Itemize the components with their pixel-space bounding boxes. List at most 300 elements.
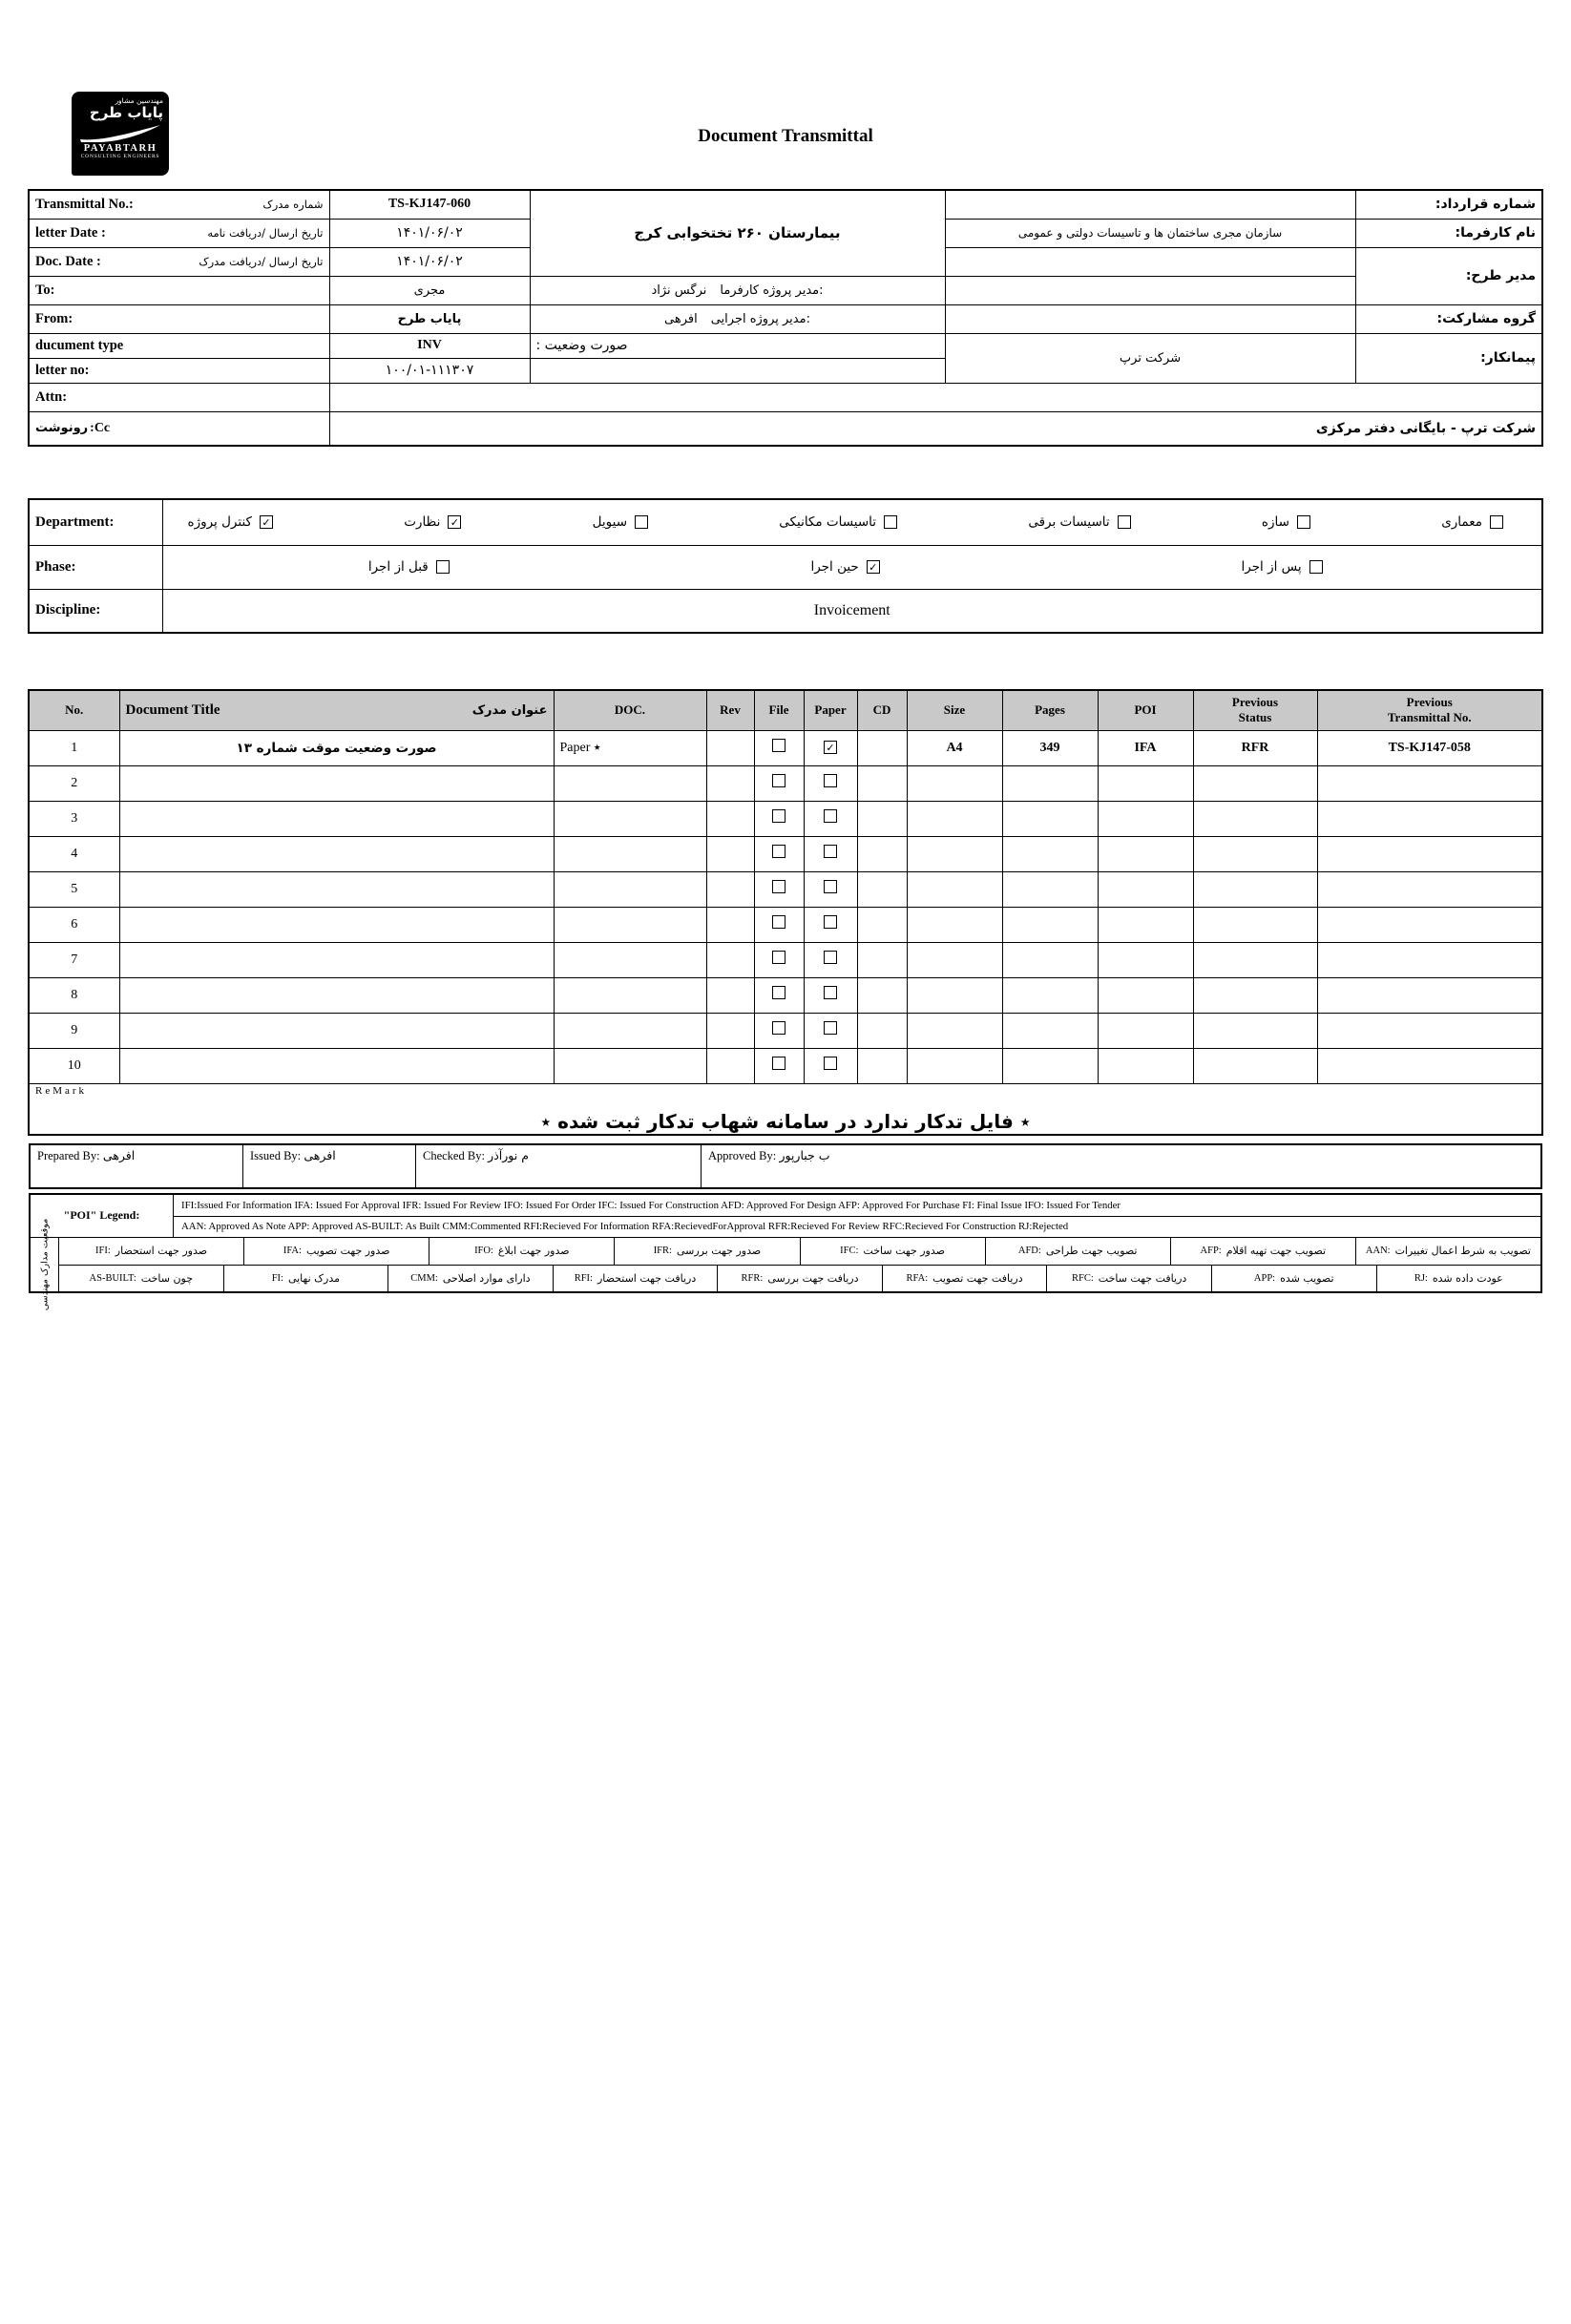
doc-type-label: ducument type <box>35 337 124 353</box>
department-option <box>779 514 897 530</box>
fa-legend-row-2 <box>59 1265 1540 1291</box>
table-row <box>29 499 1542 545</box>
rev-cell <box>706 765 754 801</box>
poi-cell: IFA <box>1098 730 1193 765</box>
row-no: 5 <box>29 871 119 907</box>
row-no: 8 <box>29 977 119 1013</box>
department-option-label: سیویل <box>592 514 628 531</box>
phase-checkbox[interactable]: ✓ <box>867 560 880 574</box>
col-header-poi: POI <box>1098 690 1193 730</box>
table-row <box>29 942 1542 977</box>
phase-label: Phase: <box>29 545 162 589</box>
size-cell <box>907 907 1002 942</box>
paper-cell <box>804 977 857 1013</box>
table-row <box>29 977 1542 1013</box>
doc-kind <box>554 907 706 942</box>
col-header-prev-status: Previous Status <box>1193 690 1317 730</box>
col-header-title-fa: عنوان مدرک <box>471 702 548 718</box>
client-name-value: سازمان مجری ساختمان ها و تاسیسات دولتی و عمومی <box>945 219 1355 247</box>
paper-cell <box>804 801 857 836</box>
letter-date-label-cell <box>29 219 329 247</box>
page-header <box>29 92 1542 179</box>
table-row <box>29 190 1542 219</box>
file-checkbox[interactable] <box>772 915 786 929</box>
prev-transmittal-cell <box>1317 871 1542 907</box>
poi-cell <box>1098 907 1193 942</box>
phase-checkbox[interactable] <box>436 560 450 574</box>
doc-type-label-cell <box>29 333 329 358</box>
doc-type-value: INV <box>329 333 530 358</box>
file-cell <box>754 977 804 1013</box>
phase-options <box>162 545 1542 589</box>
prepared-by-value: افرهی <box>102 1147 136 1162</box>
poi-legend-line-2: AAN: Approved As Note APP: Approved AS-BUILT: As Built CMM:Commented RFI:Recieved For Information RFA:RecievedForApproval RFR:Recieved For Review RFC:Recieved For Construction RJ:Rejected <box>174 1216 1540 1237</box>
paper-checkbox[interactable] <box>824 1021 837 1035</box>
exec-pm-cell <box>530 304 945 333</box>
signature-row <box>29 1143 1542 1189</box>
paper-cell <box>804 1048 857 1083</box>
prev-status-cell <box>1193 1048 1317 1083</box>
department-checkbox[interactable] <box>884 515 897 529</box>
legend-item: RFC: دریافت جهت ساخت <box>1046 1266 1211 1291</box>
issued-by-cell <box>243 1145 416 1187</box>
poi-legend <box>31 1195 1540 1237</box>
department-option-label: تاسیسات مکانیکی <box>779 514 877 531</box>
to-label-cell <box>29 276 329 304</box>
size-cell <box>907 801 1002 836</box>
file-cell <box>754 1048 804 1083</box>
row-no: 1 <box>29 730 119 765</box>
document-title <box>119 871 554 907</box>
rev-cell <box>706 942 754 977</box>
prepared-by-label: Prepared By: <box>37 1148 100 1162</box>
phase-option-label: حین اجرا <box>810 559 859 575</box>
file-checkbox[interactable] <box>772 845 786 858</box>
rev-cell <box>706 1048 754 1083</box>
paper-cell <box>804 942 857 977</box>
doc-kind <box>554 871 706 907</box>
table-row <box>29 1048 1542 1083</box>
col-header-file: File <box>754 690 804 730</box>
department-option <box>593 514 648 530</box>
row-no: 2 <box>29 765 119 801</box>
doc-kind <box>554 1013 706 1048</box>
cd-cell <box>857 907 907 942</box>
paper-checkbox[interactable] <box>824 774 837 787</box>
attn-label: Attn: <box>35 388 68 405</box>
doc-kind <box>554 977 706 1013</box>
prev-transmittal-cell <box>1317 907 1542 942</box>
poi-legend-label: "POI" Legend: <box>31 1195 174 1237</box>
letter-date-value: ۱۴۰۱/۰۶/۰۲ <box>329 219 530 247</box>
rev-cell <box>706 801 754 836</box>
doc-kind <box>554 801 706 836</box>
department-label: Department: <box>29 499 162 545</box>
size-cell <box>907 765 1002 801</box>
letter-no-label: letter no: <box>35 362 90 378</box>
department-checkbox[interactable]: ✓ <box>260 515 273 529</box>
cc-label-cell <box>29 411 329 446</box>
document-title <box>119 907 554 942</box>
phase-option-label: قبل از اجرا <box>367 559 429 575</box>
legend-item: AFD: تصویب جهت طراحی <box>985 1238 1170 1265</box>
attn-label-cell <box>29 383 329 411</box>
legend-item: AAN: تصویب به شرط اعمال تغییرات <box>1355 1238 1540 1265</box>
approved-by-label: Approved By: <box>708 1148 777 1162</box>
partnership-label: گروه مشارکت: <box>1355 304 1542 333</box>
table-row <box>29 304 1542 333</box>
row-no: 3 <box>29 801 119 836</box>
prev-status-cell <box>1193 765 1317 801</box>
table-header-row <box>29 690 1542 730</box>
row-no: 10 <box>29 1048 119 1083</box>
document-transmittal-page <box>0 92 1571 2324</box>
legend-item: RFR: دریافت جهت بررسی <box>717 1266 882 1291</box>
department-option-label: نظارت <box>404 514 441 531</box>
prev-status-cell <box>1193 836 1317 871</box>
paper-checkbox[interactable] <box>824 809 837 823</box>
department-option-label: کنترل پروژه <box>187 514 252 531</box>
pages-cell <box>1002 1048 1098 1083</box>
file-cell <box>754 730 804 765</box>
document-title <box>119 1013 554 1048</box>
cc-label-fa: رونوشت <box>35 421 89 436</box>
prev-transmittal-cell <box>1317 942 1542 977</box>
cd-cell <box>857 836 907 871</box>
row-no: 4 <box>29 836 119 871</box>
file-cell <box>754 836 804 871</box>
doc-date-label: Doc. Date : <box>35 253 101 269</box>
from-value: پایاب طرح <box>329 304 530 333</box>
letter-date-label-fa: تاریخ ارسال /دریافت نامه <box>207 226 324 240</box>
paper-cell <box>804 871 857 907</box>
prev-transmittal-cell <box>1317 801 1542 836</box>
col-header-title-en: Document Title <box>125 701 220 718</box>
remark-section <box>29 1083 1542 1135</box>
pages-cell <box>1002 977 1098 1013</box>
client-name-label: نام کارفرما: <box>1355 219 1542 247</box>
fa-legend-label-cell <box>31 1218 59 1310</box>
document-title <box>119 977 554 1013</box>
paper-cell <box>804 730 857 765</box>
doc-kind <box>554 1048 706 1083</box>
file-cell <box>754 907 804 942</box>
size-cell <box>907 1013 1002 1048</box>
legend-item: AFP: تصویب جهت تهیه اقلام <box>1170 1238 1355 1265</box>
poi-cell <box>1098 942 1193 977</box>
col-header-paper: Paper <box>804 690 857 730</box>
legend-section <box>29 1193 1542 1310</box>
document-title: صورت وضعیت موقت شماره ۱۳ <box>119 730 554 765</box>
phase-option <box>1242 559 1323 575</box>
legend-item: RJ: عودت داده شده <box>1376 1266 1541 1291</box>
document-title <box>119 836 554 871</box>
client-pm-cell <box>530 276 945 304</box>
legend-item: IFI: صدور جهت استحضار <box>95 1245 208 1257</box>
prepared-by-cell <box>31 1145 243 1187</box>
pages-cell <box>1002 907 1098 942</box>
attn-value <box>329 383 1542 411</box>
poi-cell <box>1098 765 1193 801</box>
logo-subtitle: CONSULTING ENGINEERS <box>80 154 160 160</box>
department-option <box>1441 514 1503 530</box>
legend-item: RFA: دریافت جهت تصویب <box>882 1266 1047 1291</box>
poi-cell <box>1098 836 1193 871</box>
paper-cell <box>804 907 857 942</box>
file-checkbox[interactable] <box>772 809 786 823</box>
document-list-table <box>28 689 1543 1136</box>
letter-no-label-cell <box>29 358 329 383</box>
file-checkbox[interactable] <box>772 1057 786 1070</box>
from-label-cell <box>29 304 329 333</box>
document-title <box>119 942 554 977</box>
department-checkbox[interactable] <box>1297 515 1310 529</box>
file-checkbox[interactable] <box>772 986 786 999</box>
poi-cell <box>1098 801 1193 836</box>
row-no: 6 <box>29 907 119 942</box>
cd-cell <box>857 765 907 801</box>
exec-pm-label: مدیر پروژه اجرایی: <box>710 311 810 326</box>
department-option <box>404 514 461 530</box>
department-checkbox[interactable]: ✓ <box>448 515 461 529</box>
table-row <box>29 730 1542 765</box>
doc-kind: Paper ٭ <box>554 730 706 765</box>
letter-no-value: ۱۰۰/۰۱-۱۱۱۳۰۷ <box>329 358 530 383</box>
col-header-cd: CD <box>857 690 907 730</box>
doc-kind <box>554 765 706 801</box>
prev-transmittal-cell <box>1317 1013 1542 1048</box>
contract-no-value <box>945 190 1355 219</box>
legend-item: CMM: دارای موارد اصلاحی <box>388 1266 553 1291</box>
cd-cell <box>857 1013 907 1048</box>
letter-date-label: letter Date : <box>35 224 106 241</box>
cd-cell <box>857 801 907 836</box>
poi-cell <box>1098 1048 1193 1083</box>
prev-transmittal-cell: TS-KJ147-058 <box>1317 730 1542 765</box>
checked-by-cell <box>416 1145 702 1187</box>
prev-transmittal-cell <box>1317 765 1542 801</box>
size-cell <box>907 836 1002 871</box>
empty-cell <box>945 276 1355 304</box>
file-cell <box>754 765 804 801</box>
file-checkbox[interactable] <box>772 951 786 964</box>
paper-checkbox[interactable] <box>824 1057 837 1070</box>
table-row <box>29 871 1542 907</box>
doc-date-label-cell <box>29 247 329 276</box>
paper-checkbox[interactable] <box>824 951 837 964</box>
doc-type-label-fa: صورت وضعیت : <box>530 333 945 358</box>
discipline-value: Invoicement <box>162 589 1542 633</box>
size-cell: A4 <box>907 730 1002 765</box>
discipline-label: Discipline: <box>29 589 162 633</box>
table-row <box>29 411 1542 446</box>
cd-cell <box>857 1048 907 1083</box>
cc-value: شرکت ترپ - بایگانی دفتر مرکزی <box>329 411 1542 446</box>
table-row <box>29 545 1542 589</box>
design-manager-value <box>945 247 1355 276</box>
department-option-label: تاسیسات برقی <box>1028 514 1110 531</box>
prev-status-cell <box>1193 801 1317 836</box>
transmittal-info-table <box>28 189 1543 447</box>
file-checkbox[interactable] <box>772 774 786 787</box>
pages-cell <box>1002 801 1098 836</box>
col-header-size: Size <box>907 690 1002 730</box>
department-checkbox[interactable] <box>1118 515 1131 529</box>
prev-status-cell <box>1193 942 1317 977</box>
paper-cell <box>804 765 857 801</box>
pages-cell <box>1002 1013 1098 1048</box>
phase-option-label: پس از اجرا <box>1241 559 1302 575</box>
transmittal-no-label: Transmittal No.: <box>35 196 134 212</box>
cc-label: :Cc <box>90 420 111 435</box>
contractor-label: پیمانکار: <box>1355 333 1542 383</box>
legend-item: IFA: صدور جهت تصویب <box>243 1238 429 1265</box>
page-title: Document Transmittal <box>698 126 873 146</box>
client-pm-value: نرگس نژاد <box>651 283 707 298</box>
file-cell <box>754 871 804 907</box>
file-checkbox[interactable] <box>772 1021 786 1035</box>
partnership-value <box>945 304 1355 333</box>
rev-cell <box>706 977 754 1013</box>
rev-cell <box>706 907 754 942</box>
table-row <box>29 1013 1542 1048</box>
table-row <box>29 907 1542 942</box>
poi-cell <box>1098 977 1193 1013</box>
size-cell <box>907 871 1002 907</box>
issued-by-value: افرهی <box>304 1147 336 1162</box>
department-checkbox[interactable] <box>635 515 648 529</box>
poi-legend-line-1: IFI:Issued For Information IFA: Issued For Approval IFR: Issued For Review IFO: Issued For Order IFC: Issued For Construction AFD: Approved For Design AFP: Approved For Purchase FI: Final Issue IFO: Issued For Tender <box>181 1199 1121 1211</box>
cd-cell <box>857 730 907 765</box>
doc-kind <box>554 942 706 977</box>
paper-checkbox[interactable] <box>824 915 837 929</box>
paper-cell <box>804 1013 857 1048</box>
file-cell <box>754 801 804 836</box>
legend-item: RFI: دریافت جهت استحضار <box>553 1266 718 1291</box>
approved-by-cell <box>702 1145 1540 1187</box>
fa-legend-label: موقعیت مدارک مهندسی <box>39 1218 50 1310</box>
doc-date-label-fa: تاریخ ارسال /دریافت مدرک <box>199 255 324 268</box>
rev-cell <box>706 836 754 871</box>
issued-by-label: Issued By: <box>250 1148 302 1162</box>
table-row <box>29 383 1542 411</box>
table-row <box>29 836 1542 871</box>
transmittal-no-label-fa: شماره مدرک <box>262 198 324 212</box>
rev-cell <box>706 730 754 765</box>
to-label: To: <box>35 282 55 298</box>
remark-row <box>29 1083 1542 1135</box>
department-option <box>1028 514 1130 530</box>
size-cell <box>907 942 1002 977</box>
from-label: From: <box>35 310 73 326</box>
department-option <box>1262 514 1310 530</box>
to-value: مجری <box>329 276 530 304</box>
contract-no-label: شماره قرارداد: <box>1355 190 1542 219</box>
logo-brand-fa: پایاب طرح <box>89 104 163 121</box>
legend-item: IFR: صدور جهت بررسی <box>614 1238 799 1265</box>
col-header-doc: DOC. <box>554 690 706 730</box>
row-no: 9 <box>29 1013 119 1048</box>
department-options <box>162 499 1542 545</box>
table-row <box>29 765 1542 801</box>
department-option <box>188 514 273 530</box>
contractor-value: شرکت ترپ <box>945 333 1355 383</box>
approved-by-value: ب جبارپور <box>779 1147 830 1162</box>
pages-cell <box>1002 836 1098 871</box>
empty-cell <box>530 358 945 383</box>
phase-option <box>368 559 450 575</box>
project-name: بیمارستان ۲۶۰ تختخوابی کرج <box>530 190 945 276</box>
file-cell <box>754 1013 804 1048</box>
col-header-pages: Pages <box>1002 690 1098 730</box>
logo-consultants-label: مهندسین مشاور <box>115 96 163 105</box>
paper-checkbox[interactable] <box>824 880 837 893</box>
rev-cell <box>706 1013 754 1048</box>
prev-status-cell <box>1193 871 1317 907</box>
size-cell <box>907 1048 1002 1083</box>
prev-status-cell <box>1193 977 1317 1013</box>
doc-date-value: ۱۴۰۱/۰۶/۰۲ <box>329 247 530 276</box>
rev-cell <box>706 871 754 907</box>
prev-status-cell <box>1193 1013 1317 1048</box>
fa-legend-row-1 <box>59 1238 1540 1265</box>
paper-cell <box>804 836 857 871</box>
phase-option <box>810 559 879 575</box>
pages-cell: 349 <box>1002 730 1098 765</box>
file-checkbox[interactable] <box>772 739 786 752</box>
prev-transmittal-cell <box>1317 977 1542 1013</box>
table-row <box>29 333 1542 358</box>
size-cell <box>907 977 1002 1013</box>
pages-cell <box>1002 942 1098 977</box>
classification-table <box>28 498 1543 634</box>
cd-cell <box>857 942 907 977</box>
transmittal-no-value: TS-KJ147-060 <box>329 190 530 219</box>
row-no: 7 <box>29 942 119 977</box>
checked-by-label: Checked By: <box>423 1148 485 1162</box>
prev-transmittal-cell <box>1317 1048 1542 1083</box>
paper-checkbox[interactable]: ✓ <box>824 741 837 754</box>
paper-checkbox[interactable] <box>824 845 837 858</box>
design-manager-label: مدیر طرح: <box>1355 247 1542 304</box>
logo-brand-en: PAYABTARH <box>83 143 157 155</box>
prev-status-cell: RFR <box>1193 730 1317 765</box>
col-header-rev: Rev <box>706 690 754 730</box>
table-row <box>29 276 1542 304</box>
file-cell <box>754 942 804 977</box>
legend-item: FI: مدرک نهایی <box>223 1266 388 1291</box>
exec-pm-value: افرهی <box>664 311 698 326</box>
paper-checkbox[interactable] <box>824 986 837 999</box>
document-title <box>119 1048 554 1083</box>
transmittal-no-label-cell <box>29 190 329 219</box>
remark-text: ٭ فایل تدکار ندارد در سامانه شهاب تدکار ثبت شده ٭ <box>540 1109 1031 1133</box>
poi-cell <box>1098 871 1193 907</box>
file-checkbox[interactable] <box>772 880 786 893</box>
cd-cell <box>857 977 907 1013</box>
table-row <box>29 801 1542 836</box>
col-header-no: No. <box>29 690 119 730</box>
department-checkbox[interactable] <box>1490 515 1503 529</box>
pages-cell <box>1002 871 1098 907</box>
legend-item: APP: تصویب شده <box>1211 1266 1376 1291</box>
checked-by-value: م نورآذر <box>488 1147 529 1162</box>
poi-cell <box>1098 1013 1193 1048</box>
phase-checkbox[interactable] <box>1309 560 1323 574</box>
legend-item: IFO: صدور جهت ابلاغ <box>429 1238 614 1265</box>
legend-item: IFC: صدور جهت ساخت <box>800 1238 985 1265</box>
document-title <box>119 765 554 801</box>
